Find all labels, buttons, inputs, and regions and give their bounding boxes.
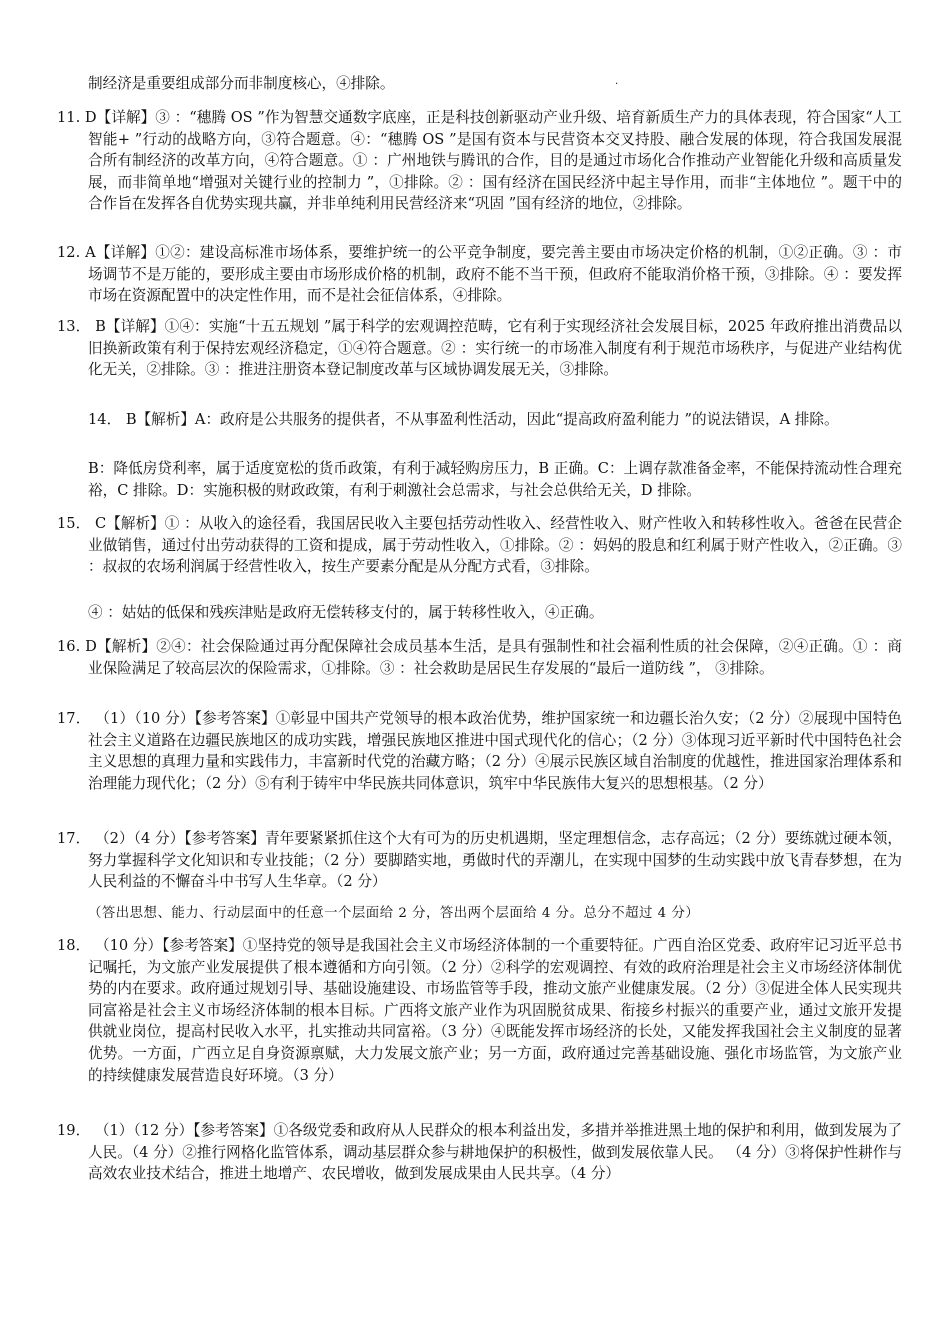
answer-14 bbox=[88, 409, 902, 431]
paragraph-text: （2）（4 分）【参考答案】青年要紧紧抓住这个大有可为的历史机遇期，坚定理想信念，志存高远；（2 分）要练就过硬本领，努力掌握科学文化知识和专业技能；（2 分）要脚踏实地，勇做时代的弄潮儿，在实现中国梦的生动实践中放飞青春梦想，在为人民利益的不懈奋斗中书写人生华章。（2 分） bbox=[88, 830, 902, 891]
answer-15-continued bbox=[57, 602, 902, 624]
item-number: 18． bbox=[57, 937, 91, 954]
paragraph-text: C【解析】① ：从收入的途径看，我国居民收入主要包括劳动性收入、经营性收入、财产性收入和转移性收入。爸爸在民营企业做销售，通过付出劳动获得的工资和提成，属于劳动性收入，①排除。② ：妈妈的股息和红利属于财产性收入，②正确。③ ：叔叔的农场利润属于经营性收入，按生产要素分配是从分配方式看，③排除。 bbox=[88, 515, 902, 576]
answer-18 bbox=[57, 935, 902, 1086]
paragraph-text: 制经济是重要组成部分而非制度核心，④排除。 bbox=[88, 75, 395, 92]
item-number: 11. bbox=[57, 109, 81, 126]
paragraph-text: A【详解】①②：建设高标准市场体系，要维护统一的公平竞争制度，要完善主要由市场决定价格的机制，①②正确。③ ：市场调节不是万能的，要形成主要由市场形成价格的机制，政府不能不当干预，但政府不能取消价格干预，③排除。④ ：要发挥市场在资源配置中的决定性作用，而不是社会征信体系，④排除。 bbox=[85, 244, 902, 305]
answer-17-2 bbox=[57, 828, 902, 893]
paragraph-text: B【详解】①④：实施“十五五规划 ”属于科学的宏观调控范畴，它有利于实现经济社会发展目标，2025 年政府推出消费品以旧换新政策有利于保持宏观经济稳定，①④符合题意。② ：实行统一的市场准入制度有利于规范市场秩序，与促进产业结构优化无关，②排除。③ ：推进注册资本登记制度改革与区域协调发展无关，③排除。 bbox=[88, 318, 902, 379]
answer-16 bbox=[57, 636, 902, 679]
item-number: 14． bbox=[88, 411, 122, 428]
item-number: 19． bbox=[57, 1122, 91, 1139]
paragraph-text: （1）（12 分）【参考答案】①各级党委和政府从人民群众的根本利益出发，多措并举推进黑土地的保护和利用，做到发展为了人民。（4 分）②推行网格化监管体系，调动基层群众参与耕地保护的积极性，做到发展依靠人民。 （4 分）③将保护性耕作与高效农业技术结合，推进土地增产、农民增收，做到发展成果由人民共享。（4 分） bbox=[88, 1122, 903, 1183]
answer-13 bbox=[57, 316, 902, 381]
item-number: 17． bbox=[57, 710, 91, 727]
item-number: 15． bbox=[57, 515, 91, 532]
paragraph-text: （1）（10 分）【参考答案】①彰显中国共产党领导的根本政治优势，维护国家统一和边疆长治久安；（2 分）②展现中国特色社会主义道路在边疆民族地区的成功实践，增强民族地区推进中国式现代化的信心；（2 分）③体现习近平新时代中国特色社会主义思想的真理力量和实践伟力，丰富新时代党的治藏方略；（2 分）④展示民族区域自治制度的优越性，推进国家治理体系和治理能力现代化；（2 分）⑤有利于铸牢中华民族共同体意识，筑牢中华民族伟大复兴的思想根基。（2 分） bbox=[88, 710, 903, 792]
paragraph-text: ④ ：姑姑的低保和残疾津贴是政府无偿转移支付的，属于转移性收入，④正确。 bbox=[88, 604, 604, 621]
scoring-note bbox=[57, 903, 902, 925]
paragraph-text: B：降低房贷利率，属于适度宽松的货币政策，有利于减轻购房压力，B 正确。C：上调存款准备金率，不能保持流动性合理充裕，C 排除。D：实施积极的财政政策，有利于刺激社会总需求，与社会总供给无关，D 排除。 bbox=[88, 460, 902, 499]
item-number: 13． bbox=[57, 318, 91, 335]
paragraph-text: D【详解】③ ：“穗腾 OS ”作为智慧交通数字底座，正是科技创新驱动产业升级、培育新质生产力的具体表现，符合国家“人工智能+ ”行动的战略方向，③符合题意。④：“穗腾 OS ”是国有资本与民营资本交叉持股、融合发展的体现，符合我国发展混合所有制经济的改革方向，④符合题意。① ：广州地铁与腾讯的合作，目的是通过市场化合作推动产业智能化升级和高质量发展，而非简单地“增强对关键行业的控制力 ”，①排除。② ：国有经济在国民经济中起主导作用，而非“主体地位 ”。题干中的合作旨在发挥各自优势实现共赢，并非单纯利用民营经济来“巩固 ”国有经济的地位，②排除。 bbox=[84, 109, 903, 213]
paragraph-text: （答出思想、能力、行动层面中的任意一个层面给 2 分，答出两个层面给 4 分。总分不超过 4 分） bbox=[88, 906, 700, 921]
paragraph-text: D【解析】②④：社会保险通过再分配保障社会成员基本生活，是具有强制性和社会福利性质的社会保障，②④正确。① ：商业保险满足了较高层次的保险需求，①排除。③ ：社会救助是居民生存发展的“最后一道防线 ”， ③排除。 bbox=[85, 638, 902, 677]
item-number: 17． bbox=[57, 830, 91, 847]
answer-15 bbox=[57, 513, 902, 578]
paragraph-text: （10 分）【参考答案】①坚持党的领导是我国社会主义市场经济体制的一个重要特征。广西自治区党委、政府牢记习近平总书记嘱托，为文旅产业发展提供了根本遵循和方向引领。（2 分）②科学的宏观调控、有效的政府治理是社会主义市场经济体制优势的内在要求。政府通过规划引导、基础设施建设、市场监管等手段，推动文旅产业健康发展。（2 分）③促进全体人民实现共同富裕是社会主义市场经济体制的根本目标。广西将文旅产业作为巩固脱贫成果、衔接乡村振兴的重要产业，通过文旅开发提供就业岗位，提高村民收入水平，扎实推动共同富裕。（3 分）④既能发挥市场经济的长处，又能发挥我国社会主义制度的显著优势。一方面，广西立足自身资源禀赋，大力发展文旅产业；另一方面，政府通过完善基础设施、强化市场监管，为文旅产业的持续健康发展营造良好环境。（3 分） bbox=[88, 937, 902, 1084]
item-number: 16. bbox=[57, 638, 81, 655]
answer-12 bbox=[57, 242, 902, 307]
stray-mark: · bbox=[615, 79, 619, 90]
paragraph-continuation bbox=[57, 73, 902, 95]
answer-19-1 bbox=[57, 1120, 902, 1185]
item-number: 12. bbox=[57, 244, 81, 261]
answer-11 bbox=[57, 107, 902, 215]
answer-17-1 bbox=[57, 708, 902, 794]
paragraph-text: B【解析】A：政府是公共服务的提供者，不从事盈利性活动，因此“提高政府盈利能力 ”的说法错误，A 排除。 bbox=[125, 411, 839, 428]
answer-14-continued bbox=[57, 458, 902, 501]
